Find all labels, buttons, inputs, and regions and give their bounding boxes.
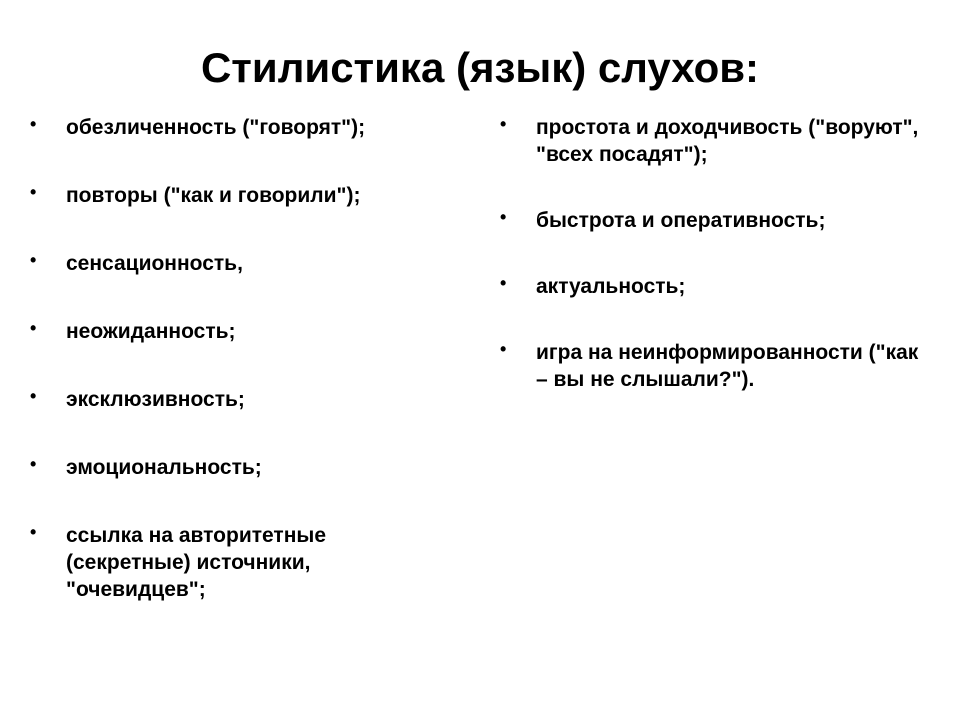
bullet-icon: • xyxy=(30,114,37,134)
list-item xyxy=(30,250,450,277)
left-bullet-list xyxy=(30,114,450,644)
bullet-icon: • xyxy=(500,339,507,359)
list-item-text: сенсационность, xyxy=(66,252,243,275)
list-item xyxy=(30,522,450,603)
list-item xyxy=(30,114,450,141)
list-item-text: простота и доходчивость ("воруют", "всех посадят"); xyxy=(536,116,919,166)
list-item xyxy=(30,182,450,209)
list-item xyxy=(30,386,450,413)
list-item-text: эмоциональность; xyxy=(66,456,262,479)
bullet-icon: • xyxy=(30,386,37,406)
bullet-icon: • xyxy=(500,273,507,293)
list-item xyxy=(500,339,930,393)
list-item xyxy=(500,114,930,168)
list-item-text: повторы ("как и говорили"); xyxy=(66,184,361,207)
bullet-icon: • xyxy=(500,207,507,227)
bullet-icon: • xyxy=(500,114,507,134)
list-item-text: эксклюзивность; xyxy=(66,388,245,411)
bullet-icon: • xyxy=(30,454,37,474)
list-item-text: неожиданность; xyxy=(66,320,236,343)
list-item-text: игра на неинформированности ("как – вы не слышали?"). xyxy=(536,341,919,391)
list-item-text: актуальность; xyxy=(536,275,686,298)
bullet-icon: • xyxy=(30,182,37,202)
right-bullet-list xyxy=(500,114,930,432)
list-item xyxy=(500,273,930,300)
bullet-icon: • xyxy=(30,318,37,338)
slide-title: Стилистика (язык) слухов: xyxy=(200,44,760,91)
list-item-text: ссылка на авторитетные (секретные) источники, "очевидцев"; xyxy=(66,524,327,601)
list-item-text: быстрота и оперативность; xyxy=(536,209,826,232)
list-item xyxy=(500,207,930,234)
bullet-icon: • xyxy=(30,522,37,542)
list-item xyxy=(30,318,450,345)
list-item xyxy=(30,454,450,481)
bullet-icon: • xyxy=(30,250,37,270)
list-item-text: обезличенность ("говорят"); xyxy=(66,116,366,139)
